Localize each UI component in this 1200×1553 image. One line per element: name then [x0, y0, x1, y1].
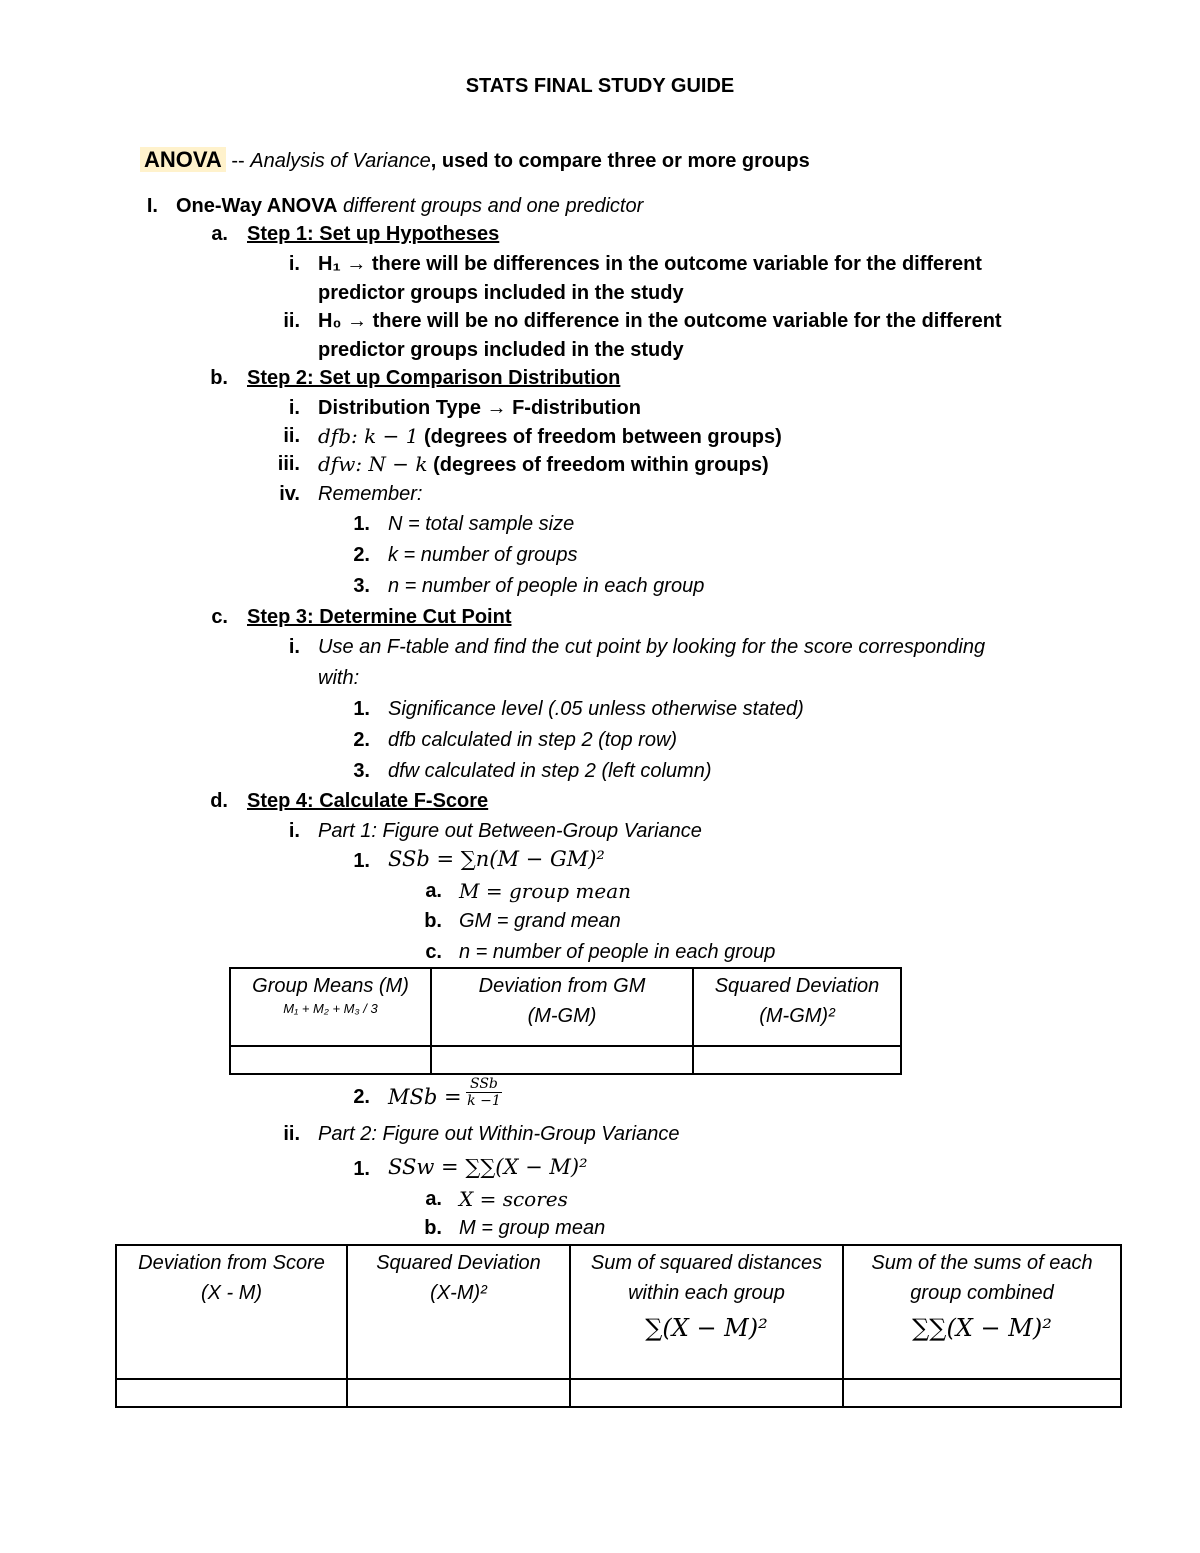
table-cell [843, 1379, 1121, 1407]
ssb-definition: GM = grand mean [459, 910, 621, 932]
list-label: i. [288, 636, 300, 658]
table-cell [230, 1046, 431, 1074]
list-label: b. [424, 910, 442, 932]
list-label: 2. [353, 729, 370, 751]
list-label: 1. [353, 698, 370, 720]
table-cell [570, 1379, 843, 1407]
msb-formula: MSb = [388, 1085, 462, 1109]
ssw-definition: X = scores [459, 1187, 568, 1211]
step4-label: d. [210, 790, 228, 812]
step3-title: Step 3: Determine Cut Point [247, 606, 512, 628]
ssw-definition: M = group mean [459, 1217, 606, 1239]
table-header-cell: Sum of squared distances within each group ∑(X − M)² [570, 1245, 843, 1379]
anova-definition: ANOVA -- Analysis of Variance, used to compare three or more groups [140, 147, 810, 174]
table-header-cell: Deviation from GM (M-GM) [431, 968, 693, 1046]
cut-point-item: dfb calculated in step 2 (top row) [388, 729, 678, 751]
df-within: dfw: N − k (degrees of freedom within groups) [318, 452, 769, 476]
h0-label: ii. [283, 310, 300, 332]
list-label: 2. [353, 544, 370, 566]
h1-hypothesis: H₁ → there will be differences in the outcome variable for the different [318, 253, 982, 275]
cut-point-item: Significance level (.05 unless otherwise stated) [388, 698, 804, 720]
table-header-cell: Squared Deviation (X-M)² [347, 1245, 570, 1379]
step1-label: a. [211, 223, 228, 245]
msb-fraction: SSb k −1 [467, 1076, 501, 1109]
list-label: 1. [353, 1158, 370, 1180]
page-title: STATS FINAL STUDY GUIDE [465, 75, 735, 97]
table-cell [693, 1046, 901, 1074]
remember-heading: Remember: [318, 483, 423, 505]
table-cell [116, 1379, 347, 1407]
step3-label: c. [211, 606, 228, 628]
step2-title: Step 2: Set up Comparison Distribution [247, 367, 621, 389]
list-label: ii. [283, 1123, 300, 1145]
ssw-formula: SSw = ∑∑(X − M)² [388, 1155, 588, 1179]
sum-formula: ∑(X − M)² [645, 1314, 768, 1342]
list-label: 3. [353, 575, 370, 597]
table-cell [347, 1379, 570, 1407]
remember-item: N = total sample size [388, 513, 575, 535]
double-sum-formula: ∑∑(X − M)² [912, 1314, 1052, 1342]
part1-heading: Part 1: Figure out Between-Group Variance [318, 820, 702, 842]
arrow-icon: → [486, 397, 507, 419]
list-label: 1. [353, 850, 370, 872]
remember-item: n = number of people in each group [388, 575, 705, 597]
table-header-cell: Deviation from Score (X - M) [116, 1245, 347, 1379]
h1-label: i. [288, 253, 300, 275]
list-label: a. [425, 880, 442, 902]
remember-item: k = number of groups [388, 544, 578, 566]
h0-hypothesis-cont: predictor groups included in the study [318, 339, 684, 361]
list-label: iv. [279, 483, 300, 505]
section-heading: One-Way ANOVA different groups and one predictor [176, 195, 644, 217]
section-number: I. [146, 195, 158, 217]
h1-hypothesis-cont: predictor groups included in the study [318, 282, 684, 304]
distribution-type: Distribution Type → F-distribution [318, 397, 641, 419]
list-label: b. [424, 1217, 442, 1239]
list-label: iii. [277, 453, 300, 475]
list-label: 1. [353, 513, 370, 535]
between-group-table [229, 967, 902, 1075]
ssb-formula: SSb = ∑n(M − GM)² [388, 847, 605, 871]
cut-point-instruction: Use an F-table and find the cut point by looking for the score corresponding [318, 636, 986, 658]
within-group-table [115, 1244, 1122, 1408]
ssb-definition: M = group mean [459, 879, 632, 903]
step1-title: Step 1: Set up Hypotheses [247, 223, 500, 245]
list-label: ii. [283, 425, 300, 447]
list-label: c. [425, 941, 442, 963]
list-label: a. [425, 1188, 442, 1210]
step4-title: Step 4: Calculate F-Score [247, 790, 489, 812]
list-label: i. [288, 397, 300, 419]
cut-point-item: dfw calculated in step 2 (left column) [388, 760, 712, 782]
df-between: dfb: k − 1 (degrees of freedom between groups) [318, 424, 782, 448]
step2-label: b. [210, 367, 228, 389]
anova-term: ANOVA [140, 147, 226, 172]
part2-heading: Part 2: Figure out Within-Group Variance [318, 1123, 680, 1145]
arrow-icon: → [346, 253, 367, 275]
table-cell [431, 1046, 693, 1074]
table-header-cell: Group Means (M) M₁ + M₂ + M₃ / 3 [230, 968, 431, 1046]
list-label: 3. [353, 760, 370, 782]
table-header-cell: Squared Deviation (M-GM)² [693, 968, 901, 1046]
cut-point-instruction-cont: with: [318, 667, 360, 689]
arrow-icon: → [347, 310, 368, 332]
h0-hypothesis: H₀ → there will be no difference in the outcome variable for the different [318, 310, 1002, 332]
ssb-definition: n = number of people in each group [459, 941, 776, 963]
list-label: 2. [353, 1086, 370, 1108]
list-label: i. [288, 820, 300, 842]
table-header-cell: Sum of the sums of each group combined ∑∑(X − M)² [843, 1245, 1121, 1379]
